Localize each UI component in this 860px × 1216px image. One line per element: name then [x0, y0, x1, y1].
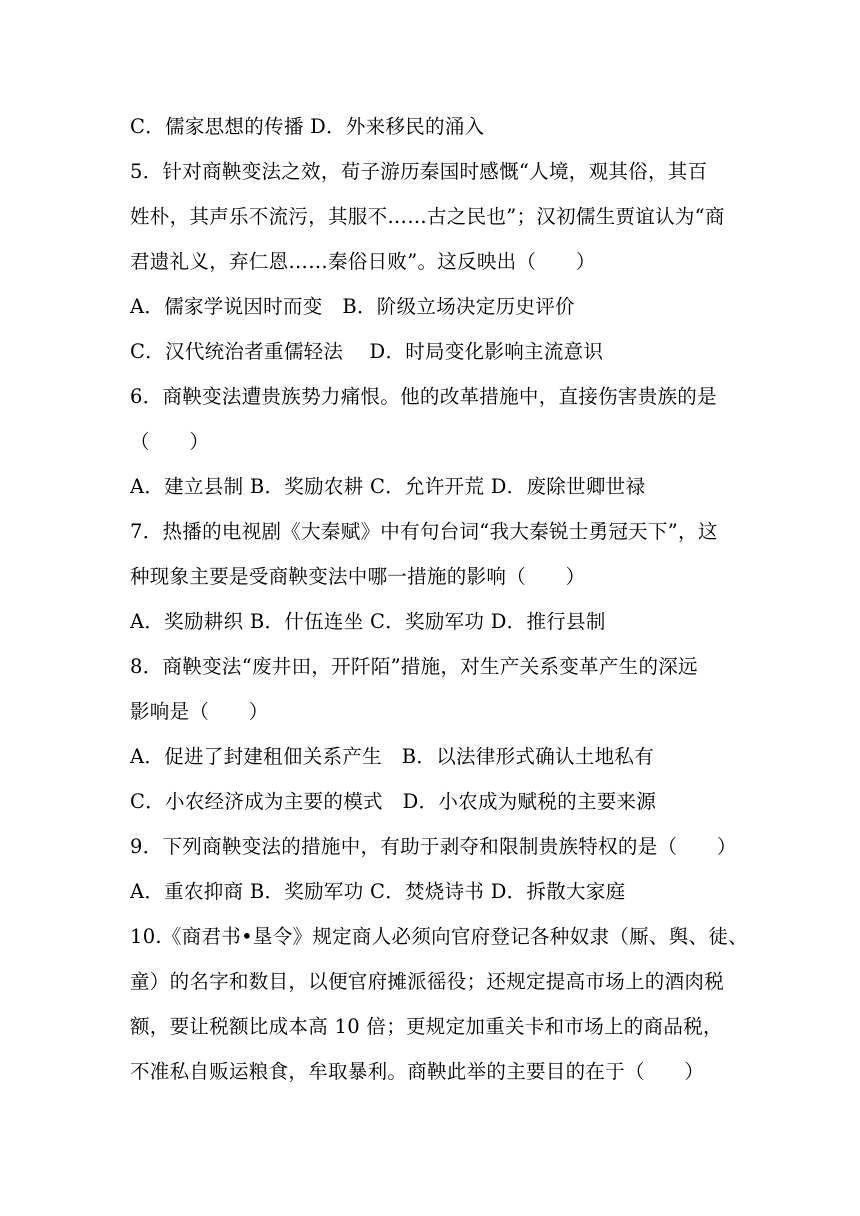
question-9-line-1: 9．下列商鞅变法的措施中，有助于剥夺和限制贵族特权的是（ ） — [130, 835, 737, 858]
option-line-q4-cd: C．儒家思想的传播 D．外来移民的涌入 — [130, 115, 485, 138]
question-5-options-ab: A．儒家学说因时而变 B．阶级立场决定历史评价 — [130, 295, 575, 318]
question-7-line-1: 7．热播的电视剧《大秦赋》中有句台词“我大秦锐士勇冠天下”，这 — [130, 520, 718, 543]
question-8-line-1: 8．商鞅变法“废井田，开阡陌”措施，对生产关系变革产生的深远 — [130, 655, 698, 678]
question-8-options-cd: C．小农经济成为主要的模式 D．小农成为赋税的主要来源 — [130, 790, 657, 813]
question-8-line-2: 影响是（ ） — [130, 700, 269, 723]
question-10-line-4: 不准私自贩运粮食，牟取暴利。商鞅此举的主要目的在于（ ） — [130, 1060, 705, 1083]
question-7-line-2: 种现象主要是受商鞅变法中哪一措施的影响（ ） — [130, 565, 586, 588]
question-5-options-cd: C．汉代统治者重儒轻法 D．时局变化影响主流意识 — [130, 340, 604, 363]
question-5-line-3: 君遗礼义，弃仁恩……秦俗日败”。这反映出（ ） — [130, 250, 596, 273]
question-7-options: A．奖励耕织 B．什伍连坐 C．奖励军功 D．推行县制 — [130, 610, 606, 633]
question-8-options-ab: A．促进了封建租佃关系产生 B．以法律形式确认土地私有 — [130, 745, 655, 768]
question-6-line-2: （ ） — [130, 430, 210, 453]
question-10-line-2: 童）的名字和数目，以便官府摊派徭役；还规定提高市场上的酒肉税 — [130, 970, 725, 993]
question-10-line-1: 10.《商君书•垦令》规定商人必须向官府登记各种奴隶（厮、舆、徒、 — [130, 925, 748, 948]
question-6-line-1: 6．商鞅变法遭贵族势力痛恨。他的改革措施中，直接伤害贵族的是 — [130, 385, 717, 408]
question-10-line-3: 额，要让税额比成本高 10 倍；更规定加重关卡和市场上的商品税， — [130, 1015, 723, 1038]
question-5-line-1: 5．针对商鞅变法之效，荀子游历秦国时感慨“人境，观其俗，其百 — [130, 160, 708, 183]
question-5-line-2: 姓朴，其声乐不流污，其服不……古之民也”；汉初儒生贾谊认为“商 — [130, 205, 725, 228]
question-6-options: A．建立县制 B．奖励农耕 C．允许开荒 D．废除世卿世禄 — [130, 475, 646, 498]
question-9-options: A．重农抑商 B．奖励军功 C．焚烧诗书 D．拆散大家庭 — [130, 880, 626, 903]
